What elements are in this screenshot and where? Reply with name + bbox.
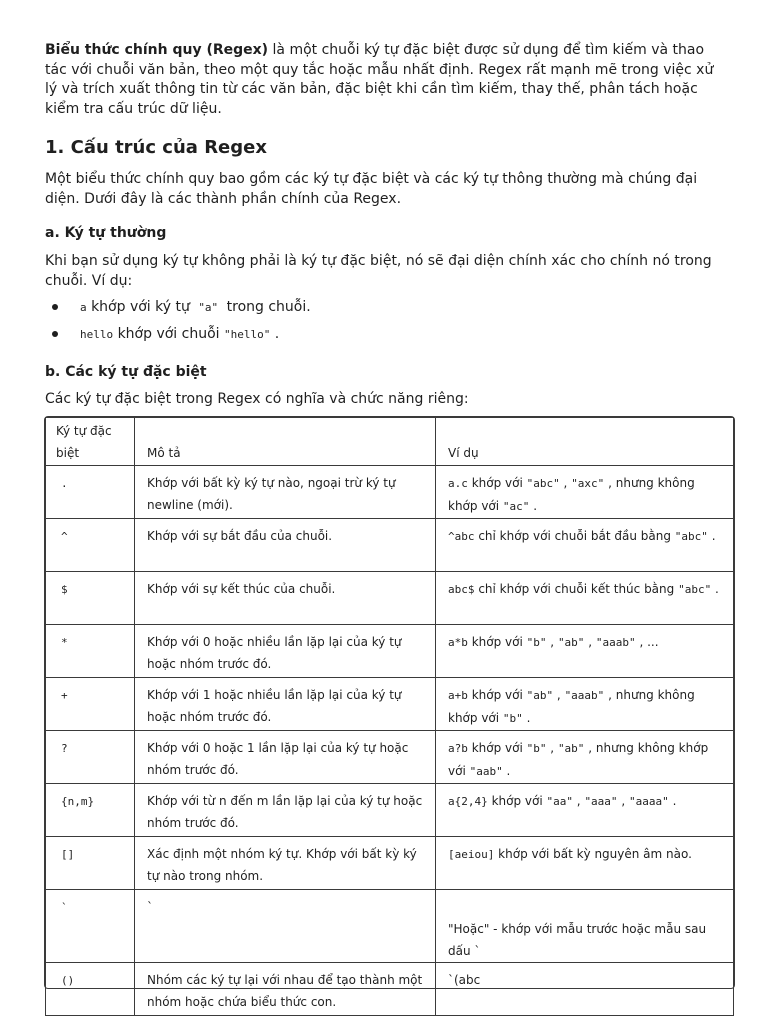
cell-symbol (46, 837, 135, 890)
symbol-code: () (61, 974, 75, 987)
bullet-item (45, 322, 311, 349)
subsection-b-paragraph: Các ký tự đặc biệt trong Regex có nghĩa và chức năng riêng: (45, 391, 469, 407)
example-text: , (617, 794, 630, 808)
example-text: . (711, 582, 719, 596)
example-code: "aaa" (584, 795, 618, 808)
example-code: a+b (448, 689, 468, 702)
symbol-code: ` (61, 901, 68, 914)
example-code: "abc" (674, 530, 708, 543)
symbol-code: [] (61, 848, 75, 861)
example-text: khớp với bất kỳ nguyên âm nào. (494, 847, 692, 861)
table-body (46, 466, 734, 1016)
symbol-code: ? (61, 742, 68, 755)
table-row (46, 963, 734, 1016)
example-code: a*b (448, 636, 468, 649)
cell-example (436, 890, 734, 963)
cell-description: ` (135, 890, 436, 963)
example-code: "aaab" (595, 636, 636, 649)
example-bullet-list (45, 295, 311, 349)
example-text: , (572, 794, 585, 808)
subsection-b-heading: b. Các ký tự đặc biệt (45, 364, 207, 380)
example-code: "aaab" (564, 689, 605, 702)
symbol-code: + (61, 689, 68, 702)
bullet-text: . (270, 326, 280, 342)
example-text: . (529, 499, 538, 513)
cell-description: Xác định một nhóm ký tự. Khớp với bất kỳ ký tự nào trong nhóm. (135, 837, 436, 890)
cell-symbol (46, 572, 135, 625)
example-code: "aa" (546, 795, 573, 808)
example-code: "aaaa" (629, 795, 669, 808)
example-code: a.c (448, 477, 468, 490)
header-example (436, 418, 734, 466)
header-symbol (46, 418, 135, 466)
symbol-code: $ (61, 583, 68, 596)
cell-example (436, 519, 734, 572)
cell-symbol (46, 466, 135, 519)
inline-code: "a" (198, 301, 219, 314)
symbol-code: * (61, 636, 68, 649)
header-description-label: Mô tả (147, 446, 181, 460)
bullet-text: trong chuỗi. (222, 299, 311, 315)
example-code: "aab" (469, 765, 503, 778)
header-symbol-line2: biệt (56, 446, 80, 460)
cell-description: Khớp với bất kỳ ký tự nào, ngoại trừ ký tự newline (mới). (135, 466, 436, 519)
cell-symbol (46, 678, 135, 731)
table-row (46, 784, 734, 837)
cell-symbol (46, 963, 135, 1016)
bullet-dot-icon (52, 331, 58, 337)
example-code: "ab" (557, 636, 585, 649)
example-text: , (584, 635, 596, 649)
intro-text: là một chuỗi ký tự đặc biệt được sử dụng để tìm kiếm và thao tác với chuỗi văn bản, theo một quy tắc hoặc mẫu nhất định. Regex rất mạnh mẽ trong việc xử lý và trích xuất thông tin từ các văn bản, đặc biệt khi cần tìm kiếm, thay thế, phân tách hoặc kiểm tra cấu trúc dữ liệu. (45, 42, 714, 117)
intro-term: Biểu thức chính quy (Regex) (45, 42, 269, 58)
table-row (46, 572, 734, 625)
example-text: . (522, 711, 531, 725)
cell-description: Khớp với sự bắt đầu của chuỗi. (135, 519, 436, 572)
table-row (46, 466, 734, 519)
example-text: chỉ khớp với chuỗi bắt đầu bằng (474, 529, 675, 543)
intro-paragraph (45, 41, 725, 119)
example-code: "b" (526, 636, 547, 649)
cell-description: Khớp với 1 hoặc nhiều lần lặp lại của ký tự hoặc nhóm trước đó. (135, 678, 436, 731)
cell-symbol (46, 784, 135, 837)
header-description (135, 418, 436, 466)
table-row (46, 731, 734, 784)
cell-description: Khớp với 0 hoặc 1 lần lặp lại của ký tự hoặc nhóm trước đó. (135, 731, 436, 784)
example-code: "ab" (557, 742, 585, 755)
example-text: khớp với (467, 688, 527, 702)
cell-example (436, 572, 734, 625)
cell-description: Khớp với 0 hoặc nhiều lần lặp lại của ký tự hoặc nhóm trước đó. (135, 625, 436, 678)
cell-example (436, 837, 734, 890)
example-text: , (546, 635, 558, 649)
section-1-paragraph: Một biểu thức chính quy bao gồm các ký tự đặc biệt và các ký tự thông thường mà chúng đại diện. Dưới đây là các thành phần chính của Regex. (45, 171, 698, 207)
inline-code: hello (80, 328, 114, 341)
example-code: "ab" (526, 689, 554, 702)
section-1-heading: 1. Cấu trúc của Regex (45, 137, 267, 158)
example-text: . (707, 529, 716, 543)
cell-example (436, 784, 734, 837)
cell-description: Nhóm các ký tự lại với nhau để tạo thành một nhóm hoặc chứa biểu thức con. (135, 963, 436, 1016)
subsection-a-heading: a. Ký tự thường (45, 225, 167, 241)
example-text: "Hoặc" - khớp với mẫu trước hoặc mẫu sau dấu ` (448, 922, 707, 958)
bullet-text: khớp với chuỗi (113, 326, 224, 342)
example-text: , nhưng không khớp với (448, 741, 709, 778)
bullet-dot-icon (52, 304, 58, 310)
table-row (46, 890, 734, 963)
subsection-a-paragraph: Khi bạn sử dụng ký tự không phải là ký tự đặc biệt, nó sẽ đại diện chính xác cho chính nó trong chuỗi. Ví dụ: (45, 253, 712, 289)
cell-symbol (46, 890, 135, 963)
example-text: , (553, 688, 565, 702)
inline-code: a (80, 301, 87, 314)
example-code: a?b (448, 742, 468, 755)
example-code: "b" (526, 742, 547, 755)
table-row (46, 678, 734, 731)
example-code: [aeiou] (448, 848, 495, 861)
example-code: abc$ (448, 583, 475, 596)
example-text: khớp với (487, 794, 547, 808)
example-code: ^abc (448, 530, 475, 543)
cell-symbol (46, 625, 135, 678)
cell-symbol (46, 519, 135, 572)
symbol-code: {n,m} (61, 795, 95, 808)
example-code: "ac" (502, 500, 530, 513)
table-row (46, 837, 734, 890)
example-code: "b" (502, 712, 523, 725)
cell-example (436, 963, 734, 1016)
example-text: khớp với (467, 741, 527, 755)
example-text: , ... (635, 635, 659, 649)
example-text: , nhưng không khớp với (448, 688, 695, 725)
table-row (46, 625, 734, 678)
symbol-code: . (61, 477, 68, 490)
cell-example (436, 678, 734, 731)
cell-symbol (46, 731, 135, 784)
header-example-label: Ví dụ (448, 446, 479, 460)
example-text: khớp với (467, 635, 527, 649)
example-text: , nhưng không khớp với (448, 476, 695, 513)
example-text: chỉ khớp với chuỗi kết thúc bằng (474, 582, 679, 596)
cell-description: Khớp với sự kết thúc của chuỗi. (135, 572, 436, 625)
inline-code: "hello" (224, 328, 271, 341)
special-characters-table (45, 417, 734, 1016)
example-code: "axc" (571, 477, 605, 490)
cell-example (436, 731, 734, 784)
cell-example (436, 625, 734, 678)
example-text: . (668, 794, 677, 808)
cell-description: Khớp với từ n đến m lần lặp lại của ký tự hoặc nhóm trước đó. (135, 784, 436, 837)
example-text: khớp với (467, 476, 527, 490)
example-code: "abc" (678, 583, 712, 596)
header-symbol-line1: Ký tự đặc (56, 424, 112, 438)
symbol-code: ^ (61, 530, 68, 543)
example-text: `(abc (448, 973, 481, 987)
table-header-row (46, 418, 734, 466)
example-code: a{2,4} (448, 795, 488, 808)
example-text: . (502, 764, 511, 778)
example-code: "abc" (526, 477, 560, 490)
bullet-text: khớp với ký tự (86, 299, 195, 315)
example-text: , (546, 741, 558, 755)
bullet-item (45, 295, 311, 322)
table-row (46, 519, 734, 572)
example-text: , (559, 476, 572, 490)
cell-example (436, 466, 734, 519)
